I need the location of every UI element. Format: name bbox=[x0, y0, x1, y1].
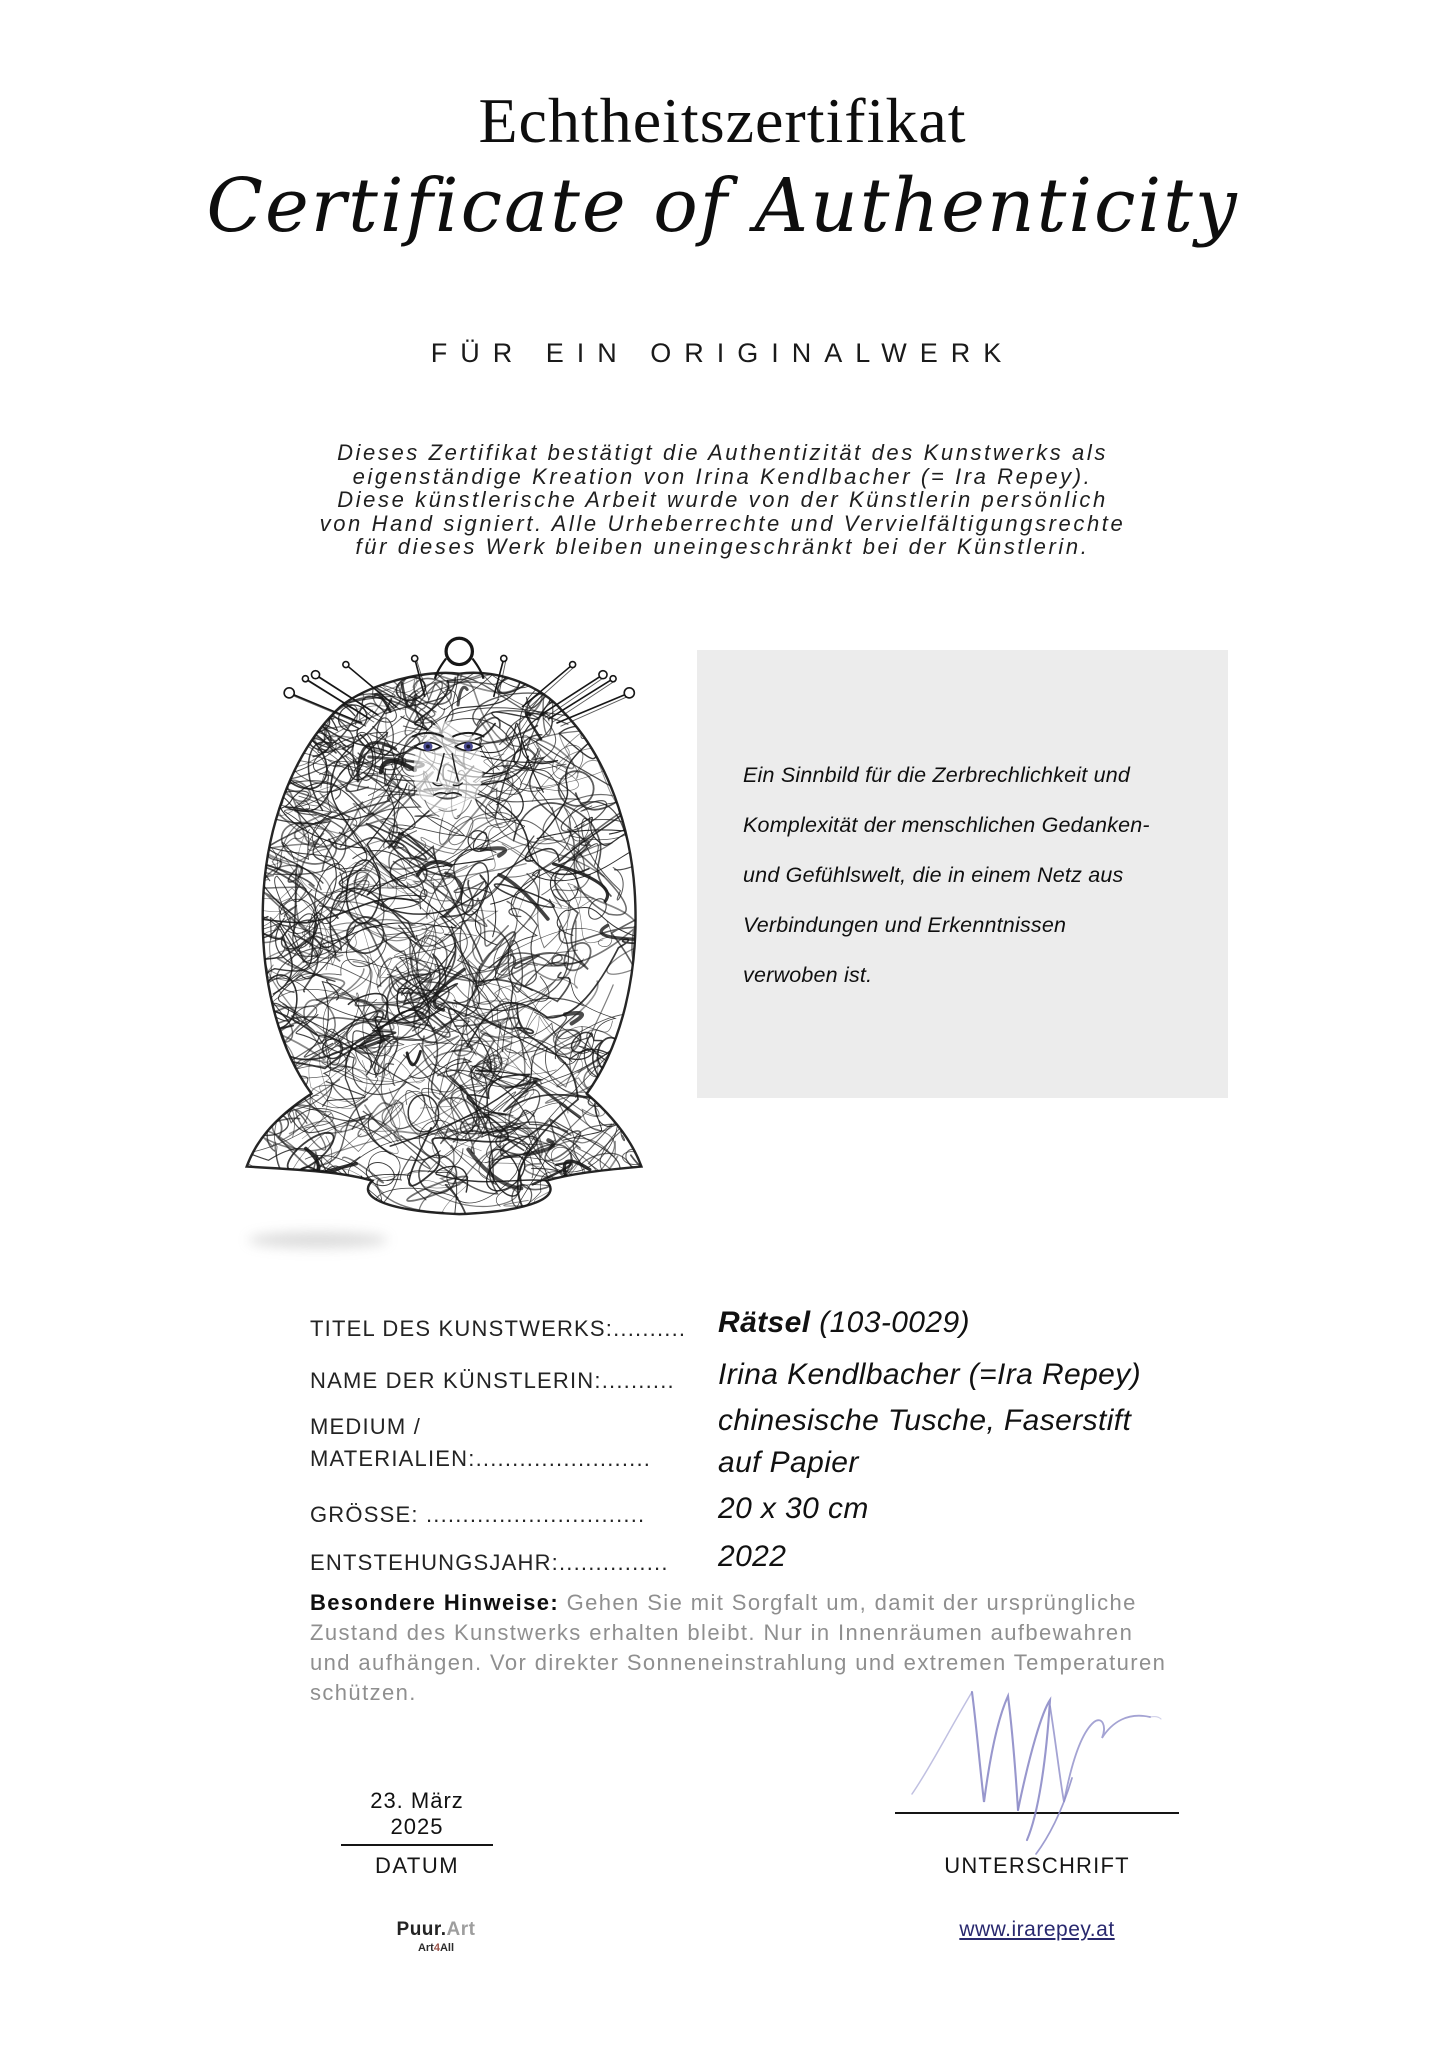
field-value-size: 20 x 30 cm bbox=[718, 1492, 869, 1525]
page-title-english: Certificate of Authenticity bbox=[206, 163, 1239, 249]
logo-tagline-all: All bbox=[439, 1941, 455, 1954]
quote-line: Ein Sinnbild für die Zerbrechlichkeit und bbox=[743, 763, 1131, 787]
logo-text-primary: Puur. bbox=[396, 1919, 447, 1940]
field-label-medium-1: MEDIUM / bbox=[310, 1414, 422, 1439]
quote-line: Verbindungen und Erkenntnissen bbox=[743, 913, 1067, 937]
puurart-logo bbox=[388, 1920, 484, 1954]
website-link-wrap bbox=[895, 1918, 1179, 1942]
field-label-size: GRÖSSE: .............................. bbox=[310, 1502, 646, 1527]
field-value-medium-1: chinesische Tusche, Faserstift bbox=[718, 1404, 1132, 1437]
signature-scribble bbox=[896, 1660, 1162, 1860]
special-notes-label: Besondere Hinweise: bbox=[310, 1590, 560, 1615]
logo-tagline-4: 4 bbox=[433, 1941, 440, 1954]
logo-wordmark bbox=[388, 1920, 484, 1941]
intro-line: für dieses Werk bleiben uneingeschränkt bei der Künstlerin. bbox=[355, 534, 1090, 560]
signature-ink-svg bbox=[896, 1660, 1162, 1860]
logo-text-secondary: Art bbox=[446, 1919, 476, 1940]
field-label-artist: NAME DER KÜNSTLERIN:.......... bbox=[310, 1368, 675, 1393]
artwork-description-text bbox=[743, 750, 1188, 1000]
field-value-title bbox=[718, 1306, 1238, 1340]
field-label-title: TITEL DES KUNSTWERKS:.......... bbox=[310, 1316, 687, 1341]
page-subtitle: FÜR EIN ORIGINALWERK bbox=[430, 338, 1015, 368]
intro-paragraph bbox=[150, 441, 1295, 559]
intro-line: eigenständige Kreation von Irina Kendlbacher (= Ira Repey). bbox=[352, 463, 1093, 489]
artwork-description-box bbox=[697, 650, 1228, 1098]
artwork-title: Rätsel bbox=[718, 1306, 811, 1339]
artwork-image bbox=[226, 618, 652, 1286]
field-value-medium-2: auf Papier bbox=[718, 1446, 859, 1479]
intro-line: Dieses Zertifikat bestätigt die Authentizität des Kunstwerks als bbox=[337, 440, 1108, 465]
field-value-artist: Irina Kendlbacher (=Ira Repey) bbox=[718, 1358, 1142, 1391]
date-value: 23. März 2025 bbox=[341, 1788, 493, 1846]
logo-tagline-art: Art bbox=[417, 1941, 434, 1954]
page-title-german: Echtheitszertifikat bbox=[478, 85, 967, 156]
signature-label: UNTERSCHRIFT bbox=[944, 1853, 1130, 1878]
intro-line: Diese künstlerische Arbeit wurde von der Künstlerin persönlich bbox=[337, 487, 1108, 513]
field-value-year: 2022 bbox=[718, 1540, 787, 1573]
quote-line: und Gefühlswelt, die in einem Netz aus bbox=[743, 863, 1124, 887]
intro-line: von Hand signiert. Alle Urheberrechte und Vervielfältigungsrechte bbox=[319, 510, 1126, 536]
artwork-number: (103-0029) bbox=[810, 1306, 970, 1339]
special-notes-text: Gehen Sie mit Sorgfalt um, damit der ursprüngliche Zustand des Kunstwerks erhalten bleibt. Nur in Innenräumen aufbewahren und aufhängen. Vor direkter Sonneneinstrahlung und extremen Temperaturen schützen. bbox=[310, 1590, 1167, 1705]
field-label-year: ENTSTEHUNGSJAHR:............... bbox=[310, 1550, 669, 1575]
field-label-medium-2: MATERIALIEN:........................ bbox=[310, 1446, 652, 1471]
quote-line: verwoben ist. bbox=[743, 963, 873, 987]
artwork-drawing-svg bbox=[226, 618, 652, 1286]
date-label: DATUM bbox=[374, 1853, 460, 1878]
quote-line: Komplexität der menschlichen Gedanken- bbox=[743, 813, 1150, 837]
logo-tagline bbox=[388, 1942, 484, 1954]
website-link[interactable]: www.irarepey.at bbox=[959, 1918, 1115, 1941]
